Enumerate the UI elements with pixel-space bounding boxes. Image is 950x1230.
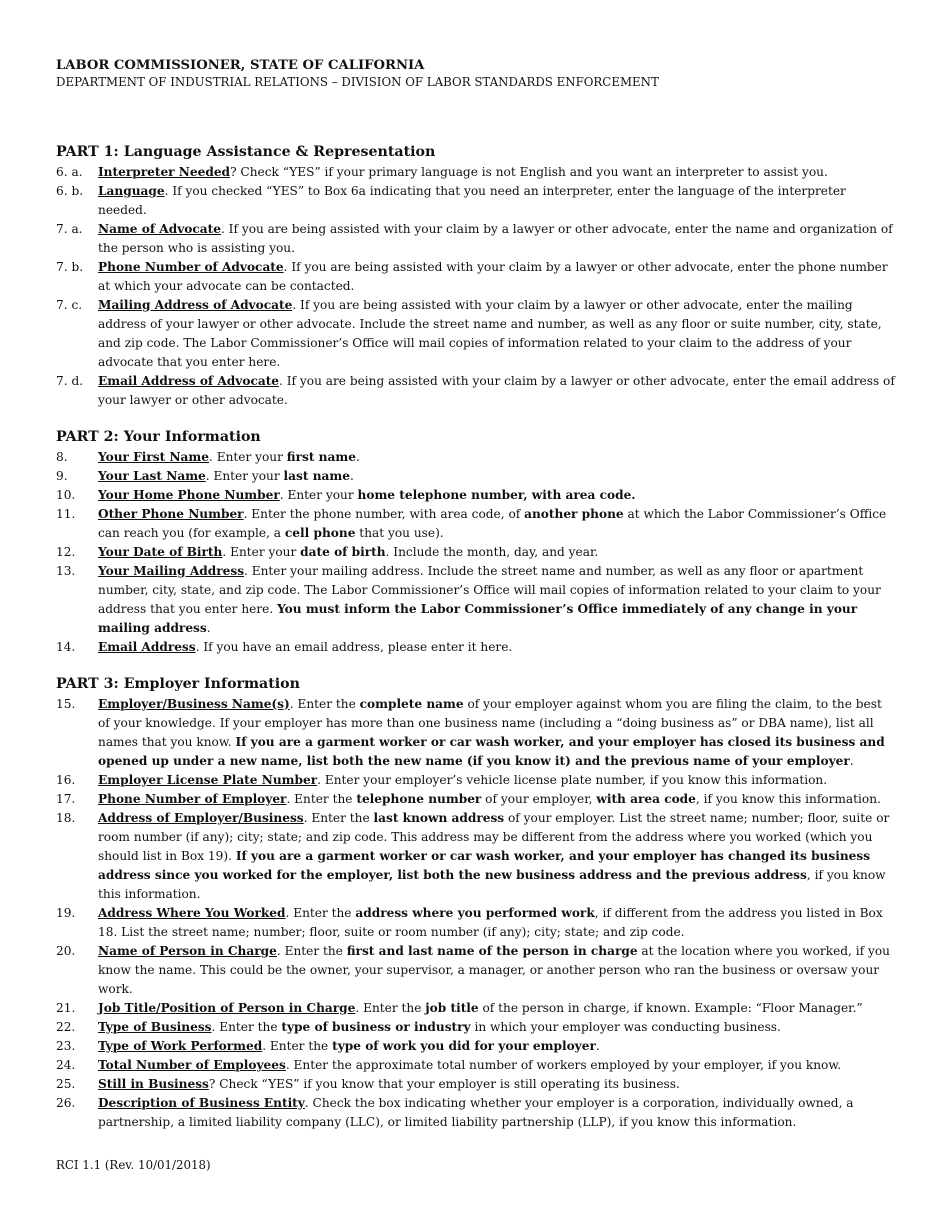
- instruction-item: [56, 1018, 896, 1037]
- instruction-item: [56, 182, 896, 220]
- instruction-text: ? Check “YES” if you know that your employer is still operating its business.: [208, 1076, 680, 1091]
- instruction-text: in which your employer was conducting business.: [470, 1019, 781, 1034]
- item-number: 12.: [56, 544, 76, 559]
- instruction-text: . Enter the: [289, 696, 360, 711]
- instruction-text: . If you are being assisted with your claim by a lawyer or other advocate, enter the email address of your lawyer or other advocate.: [98, 373, 895, 407]
- item-number: 7. d.: [56, 373, 84, 388]
- instruction-text: . Enter the: [276, 943, 347, 958]
- instruction-text: , if you know this information.: [695, 791, 881, 806]
- field-term: Language: [98, 183, 165, 198]
- field-term: Address Where You Worked: [98, 905, 286, 920]
- instruction-text: of your employer. List the street name; number; floor, suite or room number (if any); city; state; and zip code. This address may be different from the address where you worked (which you should list in Box 19).: [98, 810, 890, 863]
- instruction-text: . If you are being assisted with your claim by a lawyer or other advocate, enter the phone number at which your advocate can be contacted.: [98, 259, 888, 293]
- instruction-item: [56, 1075, 896, 1094]
- item-number: 7. b.: [56, 259, 84, 274]
- emphasis-text: type of work you did for your employer: [332, 1038, 596, 1053]
- item-number: 21.: [56, 1000, 76, 1015]
- instruction-text: . Check the box indicating whether your employer is a corporation, individually owned, a partnership, a limited liability company (LLC), or limited liability partnership (LLP), if you know this information.: [98, 1095, 854, 1129]
- instruction-text: . Enter your: [279, 487, 358, 502]
- instruction-text: at which the Labor Commissioner’s Office can reach you (for example, a: [98, 506, 887, 540]
- item-number: 11.: [56, 506, 76, 521]
- instruction-text: . Enter your: [222, 544, 301, 559]
- instruction-item: [56, 467, 896, 486]
- field-term: Your Home Phone Number: [98, 487, 280, 502]
- item-number: 10.: [56, 487, 76, 502]
- item-number: 15.: [56, 696, 76, 711]
- section-part-3: [56, 675, 896, 1132]
- item-text: [98, 1094, 896, 1132]
- field-term: Employer/Business Name(s): [98, 696, 290, 711]
- item-number: 26.: [56, 1095, 76, 1110]
- section-title: PART 3: Employer Information: [56, 676, 300, 692]
- instruction-text: . If you checked “YES” to Box 6a indicating that you need an interpreter, enter the language of the interpreter needed.: [98, 183, 846, 217]
- instruction-text: . Include the month, day, and year.: [385, 544, 599, 559]
- item-text: [98, 809, 896, 904]
- emphasis-text: first name: [286, 449, 356, 464]
- field-term: Still in Business: [98, 1076, 209, 1091]
- instruction-text: . If you are being assisted with your claim by a lawyer or other advocate, enter the mailing address of your lawyer or other advocate. Include the street name and number, as well as any floor or suite number, city, state, and zip code. The Labor Commissioner’s Office will mail copies of information related to your claim to the address of your advocate that you enter here.: [98, 297, 882, 369]
- instruction-text: . Enter your: [209, 449, 287, 464]
- instruction-item: [56, 809, 896, 904]
- emphasis-text: another phone: [524, 506, 624, 521]
- item-number: 19.: [56, 905, 76, 920]
- field-term: Name of Advocate: [98, 221, 221, 236]
- item-number: 18.: [56, 810, 76, 825]
- item-number: 22.: [56, 1019, 76, 1034]
- instruction-item: [56, 1037, 896, 1056]
- emphasis-text: You must inform the Labor Commissioner’s Office immediately of any change in your mailing address: [98, 601, 858, 635]
- emphasis-text: cell phone: [284, 525, 356, 540]
- instruction-text: .: [349, 468, 354, 483]
- item-text: [98, 543, 896, 562]
- emphasis-text: If you are a garment worker or car wash worker, and your employer has closed its business and opened up under a new name, list both the new name (if you know it) and the previous name of your employer: [98, 734, 885, 768]
- instruction-text: . Enter your mailing address. Include the street name and number, as well as any floor or apartment number, city, state, and zip code. The Labor Commissioner’s Office will mail copies of information related to your claim to your address that you enter here.: [98, 563, 881, 616]
- instruction-text: of your employer against whom you are filing the claim, to the best of your knowledge. If your employer has more than one business name (including a “doing business as” or DBA name), list all names that you know.: [98, 696, 882, 749]
- item-number: 6. a.: [56, 164, 83, 179]
- instruction-text: .: [355, 449, 360, 464]
- field-term: Total Number of Employees: [98, 1057, 286, 1072]
- item-text: [98, 486, 896, 505]
- item-number: 16.: [56, 772, 76, 787]
- instruction-item: [56, 163, 896, 182]
- field-term: Email Address of Advocate: [98, 373, 280, 388]
- emphasis-text: If you are a garment worker or car wash worker, and your employer has changed its business address since you worked for the employer, list both the new business address and the previous address: [98, 848, 871, 882]
- field-term: Your First Name: [98, 449, 209, 464]
- emphasis-text: type of business or industry: [281, 1019, 471, 1034]
- instruction-text: ? Check “YES” if your primary language is not English and you want an interpreter to assist you.: [230, 164, 828, 179]
- emphasis-text: last known address: [373, 810, 505, 825]
- item-text: [98, 1018, 896, 1037]
- field-term: Address of Employer/Business: [98, 810, 304, 825]
- instruction-item: [56, 942, 896, 999]
- item-text: [98, 999, 896, 1018]
- item-text: [98, 790, 896, 809]
- item-number: 24.: [56, 1057, 76, 1072]
- instruction-item: [56, 543, 896, 562]
- instruction-text: at the location where you worked, if you know the name. This could be the owner, your supervisor, a manager, or another person who ran the business or oversaw your work.: [98, 943, 890, 996]
- emphasis-text: telephone number: [356, 791, 482, 806]
- item-text: [98, 1037, 896, 1056]
- item-text: [98, 771, 896, 790]
- item-number: 9.: [56, 468, 68, 483]
- emphasis-text: last name: [283, 468, 350, 483]
- instruction-item: [56, 448, 896, 467]
- item-text: [98, 638, 896, 657]
- instruction-item: [56, 372, 896, 410]
- item-text: [98, 448, 896, 467]
- item-text: [98, 220, 896, 258]
- emphasis-text: complete name: [359, 696, 464, 711]
- item-text: [98, 258, 896, 296]
- instruction-text: .: [849, 753, 854, 768]
- item-number: 14.: [56, 639, 76, 654]
- item-text: [98, 372, 896, 410]
- instruction-text: . Enter your: [205, 468, 284, 483]
- field-term: Type of Work Performed: [98, 1038, 263, 1053]
- agency-subtitle: DEPARTMENT OF INDUSTRIAL RELATIONS – DIVISION OF LABOR STANDARDS ENFORCEMENT: [56, 75, 659, 89]
- item-number: 7. c.: [56, 297, 83, 312]
- instruction-text: . Enter your employer’s vehicle license plate number, if you know this information.: [317, 772, 828, 787]
- instruction-text: . Enter the: [285, 905, 356, 920]
- item-number: 13.: [56, 563, 76, 578]
- instruction-item: [56, 258, 896, 296]
- item-text: [98, 163, 896, 182]
- instruction-item: [56, 562, 896, 638]
- field-term: Other Phone Number: [98, 506, 244, 521]
- item-number: 6. b.: [56, 183, 84, 198]
- instruction-text: . Enter the phone number, with area code, of: [243, 506, 525, 521]
- item-number: 7. a.: [56, 221, 83, 236]
- instruction-item: [56, 999, 896, 1018]
- emphasis-text: address where you performed work: [355, 905, 595, 920]
- item-text: [98, 467, 896, 486]
- item-text: [98, 296, 896, 372]
- field-term: Interpreter Needed: [98, 164, 231, 179]
- item-text: [98, 182, 896, 220]
- instruction-text: . Enter the: [262, 1038, 333, 1053]
- emphasis-text: date of birth: [300, 544, 386, 559]
- emphasis-text: with area code: [596, 791, 696, 806]
- instruction-item: [56, 790, 896, 809]
- field-term: Your Mailing Address: [98, 563, 245, 578]
- form-revision: RCI 1.1 (Rev. 10/01/2018): [56, 1158, 211, 1172]
- instruction-item: [56, 695, 896, 771]
- document-header: [56, 57, 659, 91]
- section-part-1: [56, 143, 896, 410]
- instruction-text: . If you are being assisted with your claim by a lawyer or other advocate, enter the name and organization of the person who is assisting you.: [98, 221, 893, 255]
- instruction-item: [56, 505, 896, 543]
- field-term: Description of Business Entity: [98, 1095, 305, 1110]
- agency-title: LABOR COMMISSIONER, STATE OF CALIFORNIA: [56, 58, 425, 73]
- instruction-text: . Enter the: [303, 810, 374, 825]
- item-text: [98, 1075, 896, 1094]
- instruction-text: . Enter the: [286, 791, 357, 806]
- instruction-text: . Enter the: [355, 1000, 426, 1015]
- instruction-text: . Enter the approximate total number of workers employed by your employer, if you know.: [285, 1057, 842, 1072]
- instruction-text: . Enter the: [211, 1019, 282, 1034]
- instruction-item: [56, 220, 896, 258]
- item-text: [98, 562, 896, 638]
- emphasis-text: job title: [425, 1000, 479, 1015]
- emphasis-text: first and last name of the person in charge: [346, 943, 638, 958]
- instruction-item: [56, 904, 896, 942]
- field-term: Employer License Plate Number: [98, 772, 318, 787]
- item-number: 20.: [56, 943, 76, 958]
- item-number: 8.: [56, 449, 68, 464]
- field-term: Phone Number of Employer: [98, 791, 287, 806]
- instruction-text: , if you know this information.: [98, 867, 886, 901]
- instruction-item: [56, 638, 896, 657]
- field-term: Mailing Address of Advocate: [98, 297, 293, 312]
- field-term: Name of Person in Charge: [98, 943, 277, 958]
- instruction-item: [56, 296, 896, 372]
- instruction-text: , if different from the address you listed in Box 18. List the street name; number; floor, suite or room number (if any); city; state; and zip code.: [98, 905, 883, 939]
- instruction-text: that you use).: [355, 525, 444, 540]
- item-text: [98, 505, 896, 543]
- section-part-2: [56, 428, 896, 657]
- field-term: Type of Business: [98, 1019, 212, 1034]
- instruction-item: [56, 771, 896, 790]
- instruction-text: of the person in charge, if known. Example: “Floor Manager.”: [478, 1000, 863, 1015]
- field-term: Job Title/Position of Person in Charge: [98, 1000, 356, 1015]
- emphasis-text: home telephone number, with area code.: [357, 487, 636, 502]
- instruction-text: .: [206, 620, 211, 635]
- item-number: 23.: [56, 1038, 76, 1053]
- instruction-item: [56, 1094, 896, 1132]
- section-title: PART 2: Your Information: [56, 429, 261, 445]
- item-number: 17.: [56, 791, 76, 806]
- field-term: Email Address: [98, 639, 196, 654]
- item-text: [98, 904, 896, 942]
- instruction-item: [56, 1056, 896, 1075]
- instruction-text: .: [595, 1038, 600, 1053]
- instruction-text: . If you have an email address, please enter it here.: [195, 639, 513, 654]
- instructions-body: [56, 143, 896, 1150]
- item-text: [98, 1056, 896, 1075]
- instruction-item: [56, 486, 896, 505]
- item-number: 25.: [56, 1076, 76, 1091]
- section-title: PART 1: Language Assistance & Representation: [56, 144, 436, 160]
- item-text: [98, 695, 896, 771]
- field-term: Your Date of Birth: [98, 544, 223, 559]
- field-term: Phone Number of Advocate: [98, 259, 284, 274]
- field-term: Your Last Name: [98, 468, 206, 483]
- instruction-text: of your employer,: [481, 791, 597, 806]
- item-text: [98, 942, 896, 999]
